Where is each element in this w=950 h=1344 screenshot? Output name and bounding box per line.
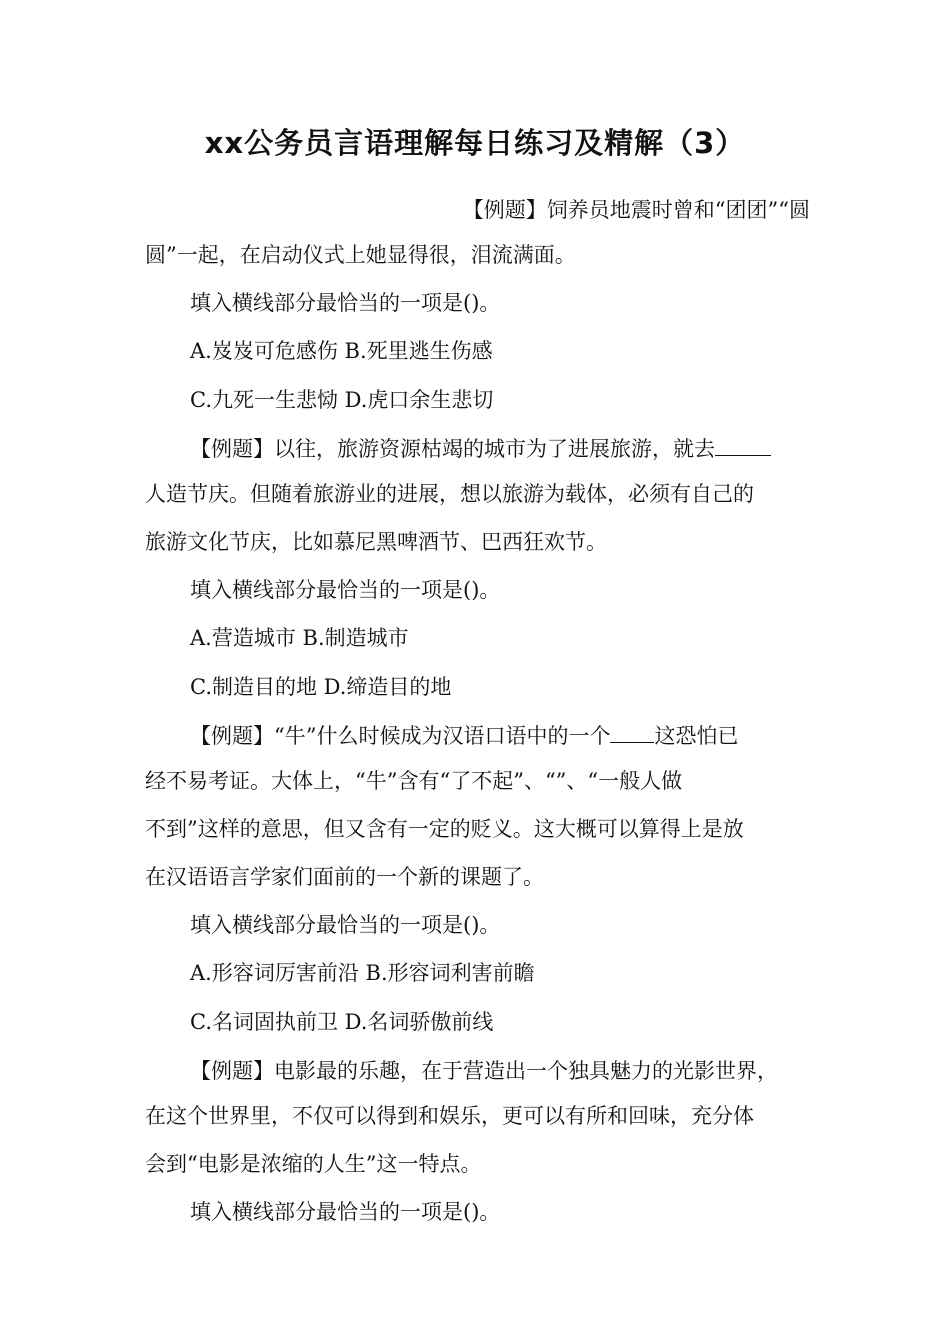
question-3-blank <box>610 722 654 743</box>
document-body <box>145 188 810 1238</box>
question-1-options-cd: C.九死一生悲恸 D.虎口余生悲切 <box>190 388 494 412</box>
question-3-line-1-text: 【例题】“牛”什么时候成为汉语口语中的一个 <box>190 724 611 748</box>
question-4-prompt: 填入横线部分最恰当的一项是()。 <box>190 1200 501 1224</box>
question-1-prompt: 填入横线部分最恰当的一项是()。 <box>190 291 501 315</box>
question-1-line-2: 圆”一起，在启动仪式上她显得很，泪流满面。 <box>145 243 576 267</box>
question-3-options-ab: A.形容词厉害前沿 B.形容词利害前瞻 <box>190 961 535 985</box>
question-4-line-2: 在这个世界里，不仅可以得到和娱乐，更可以有所和回味，充分体 <box>145 1104 754 1128</box>
question-4-line-3: 会到“电影是浓缩的人生”这一特点。 <box>145 1152 482 1176</box>
question-1-line-1: 【例题】饲养员地震时曾和“团团”“圆 <box>462 198 810 222</box>
question-3-prompt: 填入横线部分最恰当的一项是()。 <box>190 913 501 937</box>
question-2-line-2: 人造节庆。但随着旅游业的进展，想以旅游为载体，必须有自己的 <box>145 482 754 506</box>
question-2-line-1-text: 【例题】以往，旅游资源枯竭的城市为了进展旅游，就去 <box>190 437 715 461</box>
question-1-options-ab: A.岌岌可危感伤 B.死里逃生伤感 <box>190 339 493 363</box>
question-2-line-1 <box>145 427 810 472</box>
question-2-options-ab: A.营造城市 B.制造城市 <box>190 626 409 650</box>
question-2-prompt: 填入横线部分最恰当的一项是()。 <box>190 578 501 602</box>
question-2-blank <box>715 435 771 456</box>
question-3-line-1-tail: 这恐怕已 <box>654 724 739 748</box>
question-3-line-1 <box>145 714 810 759</box>
question-3-line-3: 不到”这样的意思，但又含有一定的贬义。这大概可以算得上是放 <box>145 817 744 841</box>
question-3-line-4: 在汉语语言学家们面前的一个新的课题了。 <box>145 865 544 889</box>
question-4-line-1: 【例题】电影最的乐趣，在于营造出一个独具魅力的光影世界， <box>190 1059 778 1083</box>
question-3-options-cd: C.名词固执前卫 D.名词骄傲前线 <box>190 1010 494 1034</box>
question-2-line-3: 旅游文化节庆，比如慕尼黑啤酒节、巴西狂欢节。 <box>145 530 607 554</box>
question-3-line-2: 经不易考证。大体上，“牛”含有“了不起”、“”、“一般人做 <box>145 769 683 793</box>
document-title: xx公务员言语理解每日练习及精解（3） <box>204 126 746 160</box>
question-2-options-cd: C.制造目的地 D.缔造目的地 <box>190 675 452 699</box>
